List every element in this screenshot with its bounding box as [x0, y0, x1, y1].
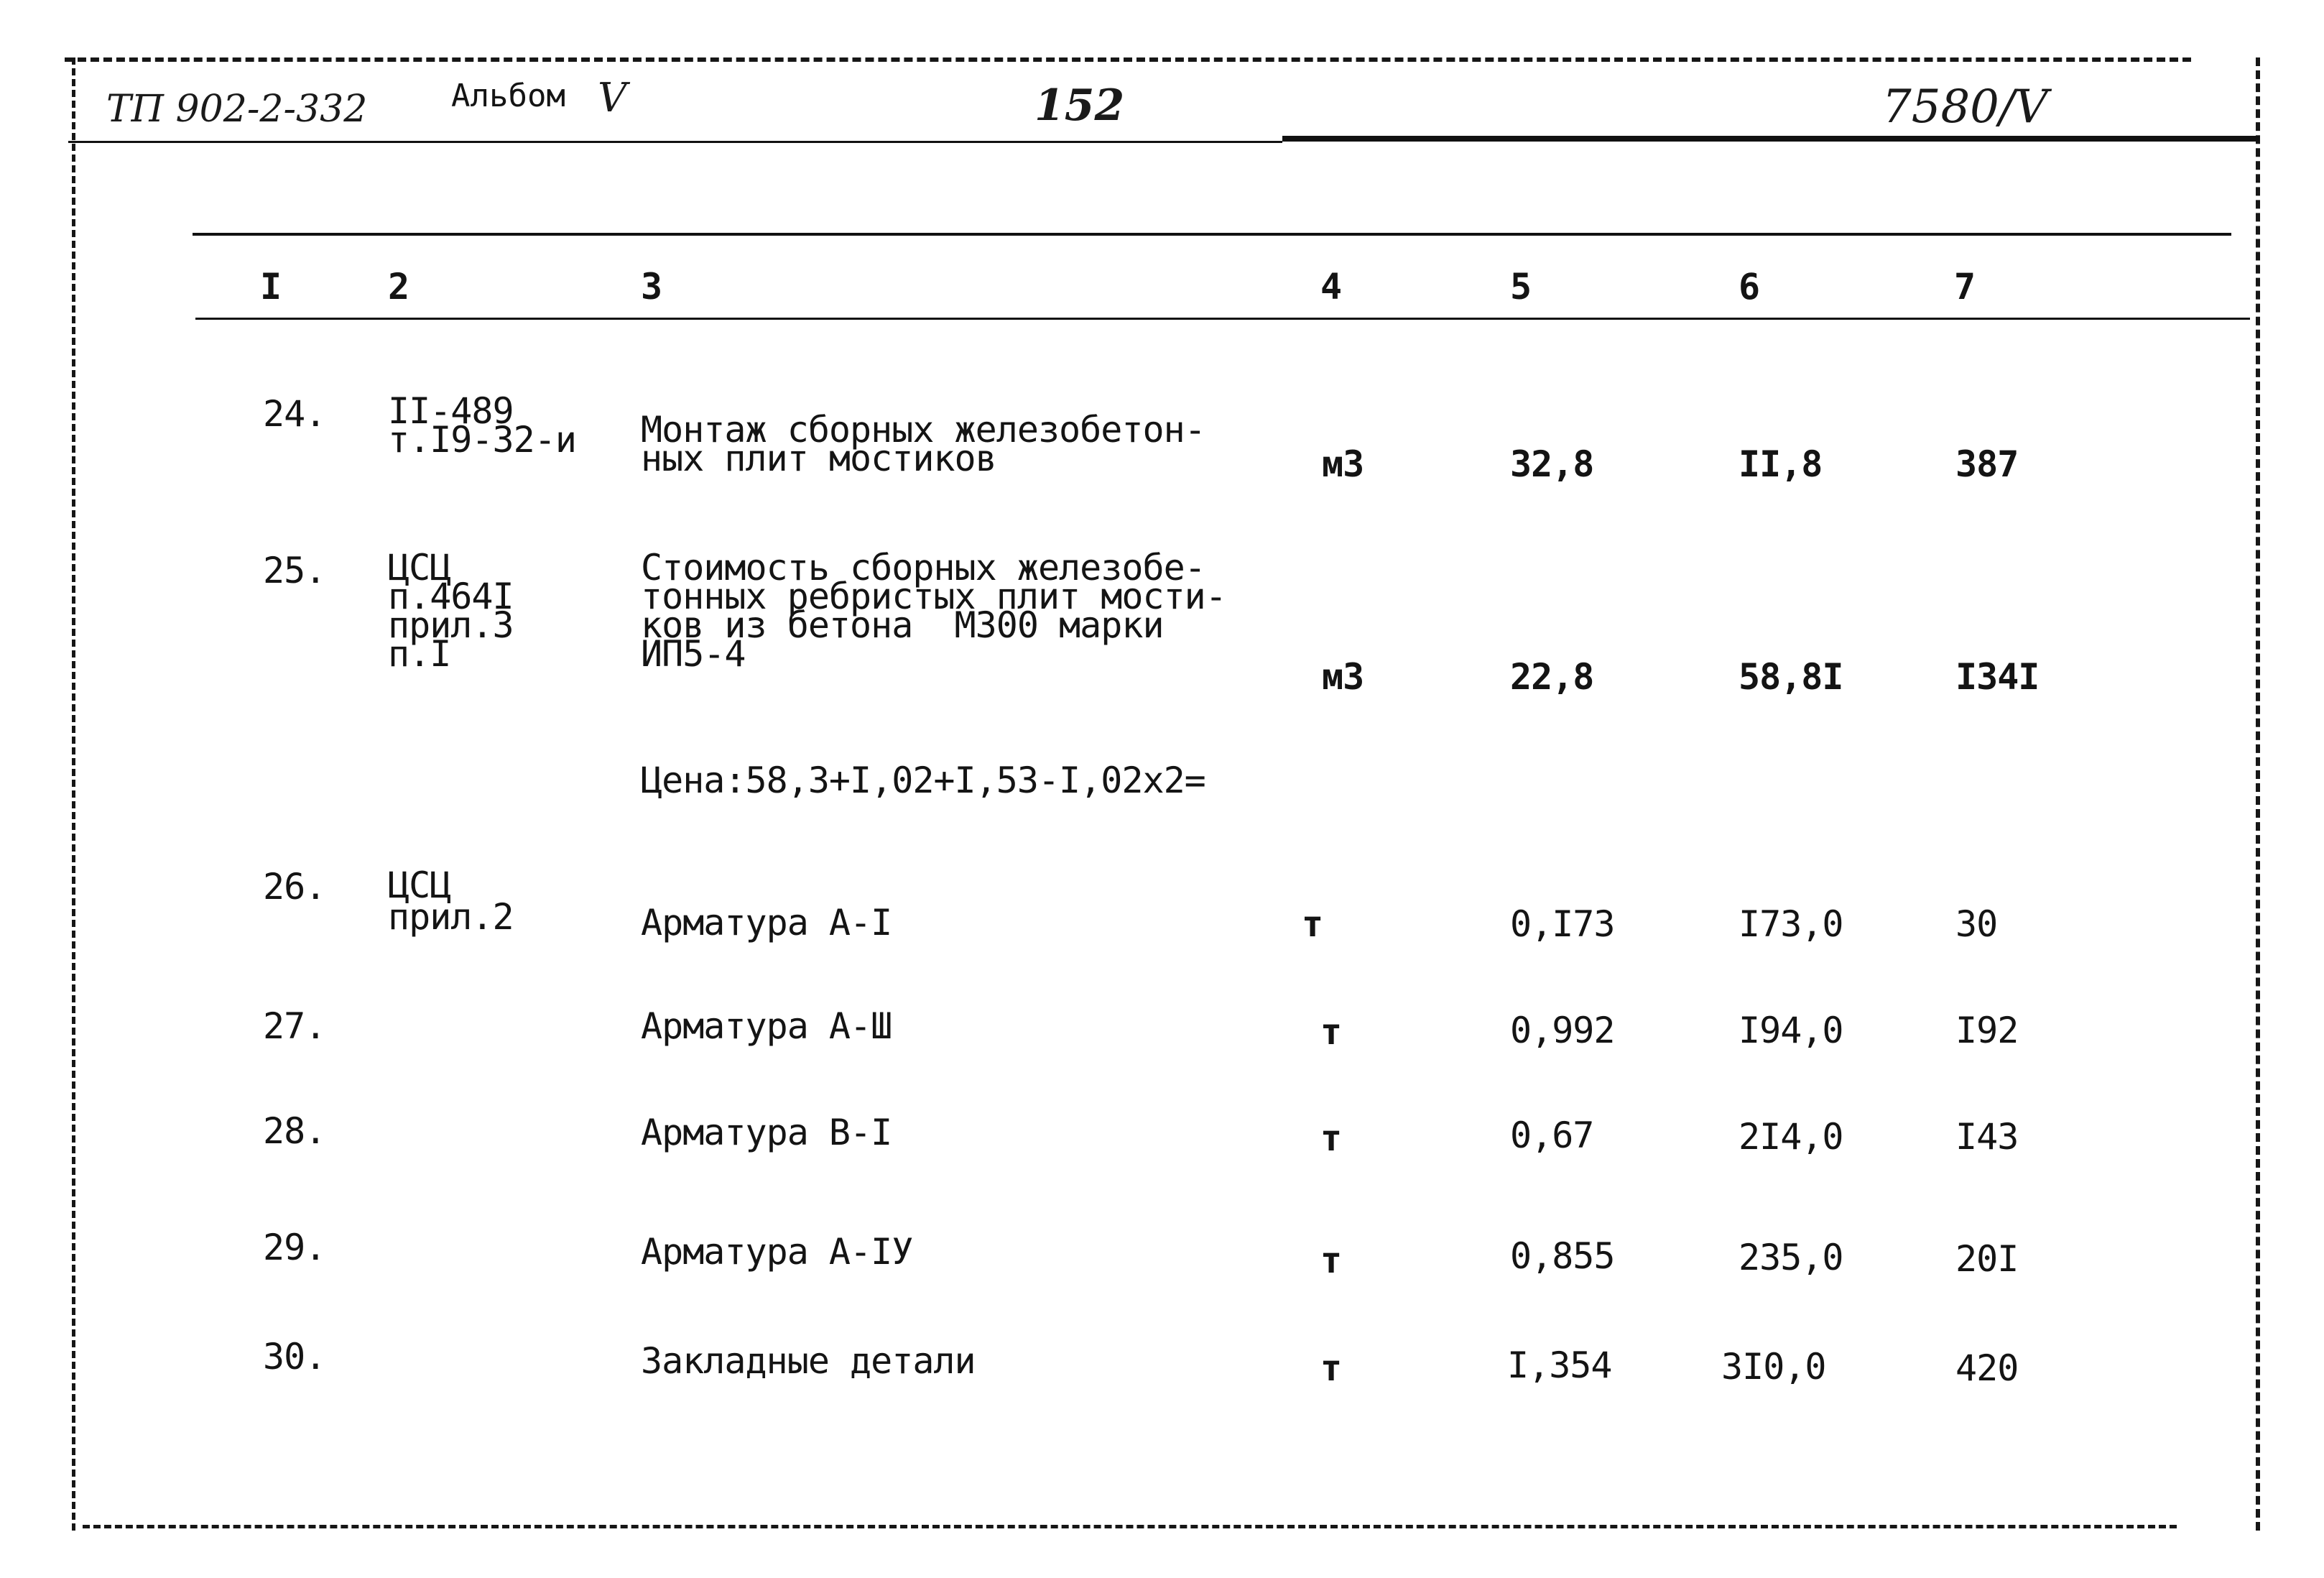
album-number: V: [598, 75, 627, 121]
row-description: Стоимость сборных железобе- тонных ребристых плит мости- ков из бетона М300 марки ИП5-4: [641, 547, 1226, 675]
frame-left-border: [72, 57, 75, 1531]
row-unit-price: 2I4,0: [1739, 1116, 1843, 1158]
row-quantity: 0,855: [1510, 1235, 1615, 1277]
album-label: Альбом: [451, 78, 565, 114]
row-number: 27.: [263, 1005, 326, 1047]
column-header-6: 6: [1739, 266, 1760, 308]
row-total: 20I: [1955, 1238, 2019, 1280]
row-price-note: Цена:58,3+I,02+I,53-I,02х2=: [641, 760, 1205, 801]
row-unit: т: [1320, 1347, 1342, 1389]
row-quantity: 0,992: [1510, 1010, 1615, 1051]
row-total: I92: [1955, 1010, 2019, 1051]
row-number: 26.: [263, 866, 326, 908]
row-description: Закладные детали: [641, 1340, 976, 1382]
row-quantity: 22,8: [1510, 656, 1594, 698]
header-underline-left: [68, 141, 1282, 143]
row-unit-price: 3I0,0: [1721, 1346, 1826, 1388]
row-number: 25.: [263, 550, 326, 591]
column-header-7: 7: [1954, 266, 1976, 308]
row-total: 420: [1955, 1347, 2019, 1389]
column-header-3: 3: [641, 266, 662, 308]
row-reference: ЦСЦ прил.2: [388, 864, 514, 938]
row-quantity: 0,67: [1510, 1115, 1594, 1156]
row-unit: т: [1320, 1011, 1342, 1053]
frame-bottom-border: [83, 1525, 2177, 1528]
row-unit-price: 58,8I: [1739, 656, 1843, 698]
row-unit-price: I73,0: [1739, 903, 1843, 945]
row-unit-price: II,8: [1739, 443, 1823, 485]
row-number: 28.: [263, 1110, 326, 1152]
column-header-2: 2: [388, 266, 409, 308]
row-quantity: I,354: [1507, 1344, 1612, 1386]
row-unit-price: I94,0: [1739, 1010, 1843, 1051]
row-quantity: 0,I73: [1510, 903, 1615, 945]
header-underline-right: [1282, 136, 2259, 142]
row-description: Арматура А-I: [641, 902, 892, 943]
table-header-rule: [195, 318, 2250, 320]
row-total: I43: [1955, 1116, 2019, 1158]
frame-top-border: [65, 57, 2191, 62]
row-reference: ЦСЦ п.464I прил.3 п.I: [388, 547, 514, 675]
row-description: Арматура А-IУ: [641, 1231, 913, 1273]
row-total: 30: [1955, 903, 1998, 945]
row-total: 387: [1955, 443, 2019, 485]
row-unit-price: 235,0: [1739, 1237, 1843, 1278]
row-number: 29.: [263, 1227, 326, 1268]
row-total: I34I: [1955, 656, 2040, 698]
row-unit: т: [1302, 903, 1323, 945]
table-top-rule: [193, 233, 2231, 236]
row-description: Арматура В-I: [641, 1112, 892, 1153]
project-code: ТП 902-2-332: [106, 88, 368, 131]
row-number: 30.: [263, 1336, 326, 1378]
row-description: Арматура А-Ш: [641, 1005, 892, 1047]
row-quantity: 32,8: [1510, 443, 1594, 485]
column-header-5: 5: [1510, 266, 1532, 308]
column-header-1: I: [260, 266, 282, 308]
row-unit: т: [1320, 1240, 1342, 1281]
frame-right-border: [2256, 57, 2260, 1531]
row-unit: м3: [1322, 443, 1364, 485]
row-unit: м3: [1322, 656, 1364, 698]
row-unit: т: [1320, 1117, 1342, 1159]
column-header-4: 4: [1320, 266, 1342, 308]
row-number: 24.: [263, 393, 326, 435]
row-description: Монтаж сборных железобетон- ных плит мостиков: [641, 409, 1205, 479]
row-reference: II-489 т.I9-32-и: [388, 390, 576, 461]
document-number: 7580/V: [1882, 80, 2048, 134]
page-number: 152: [1034, 80, 1125, 131]
